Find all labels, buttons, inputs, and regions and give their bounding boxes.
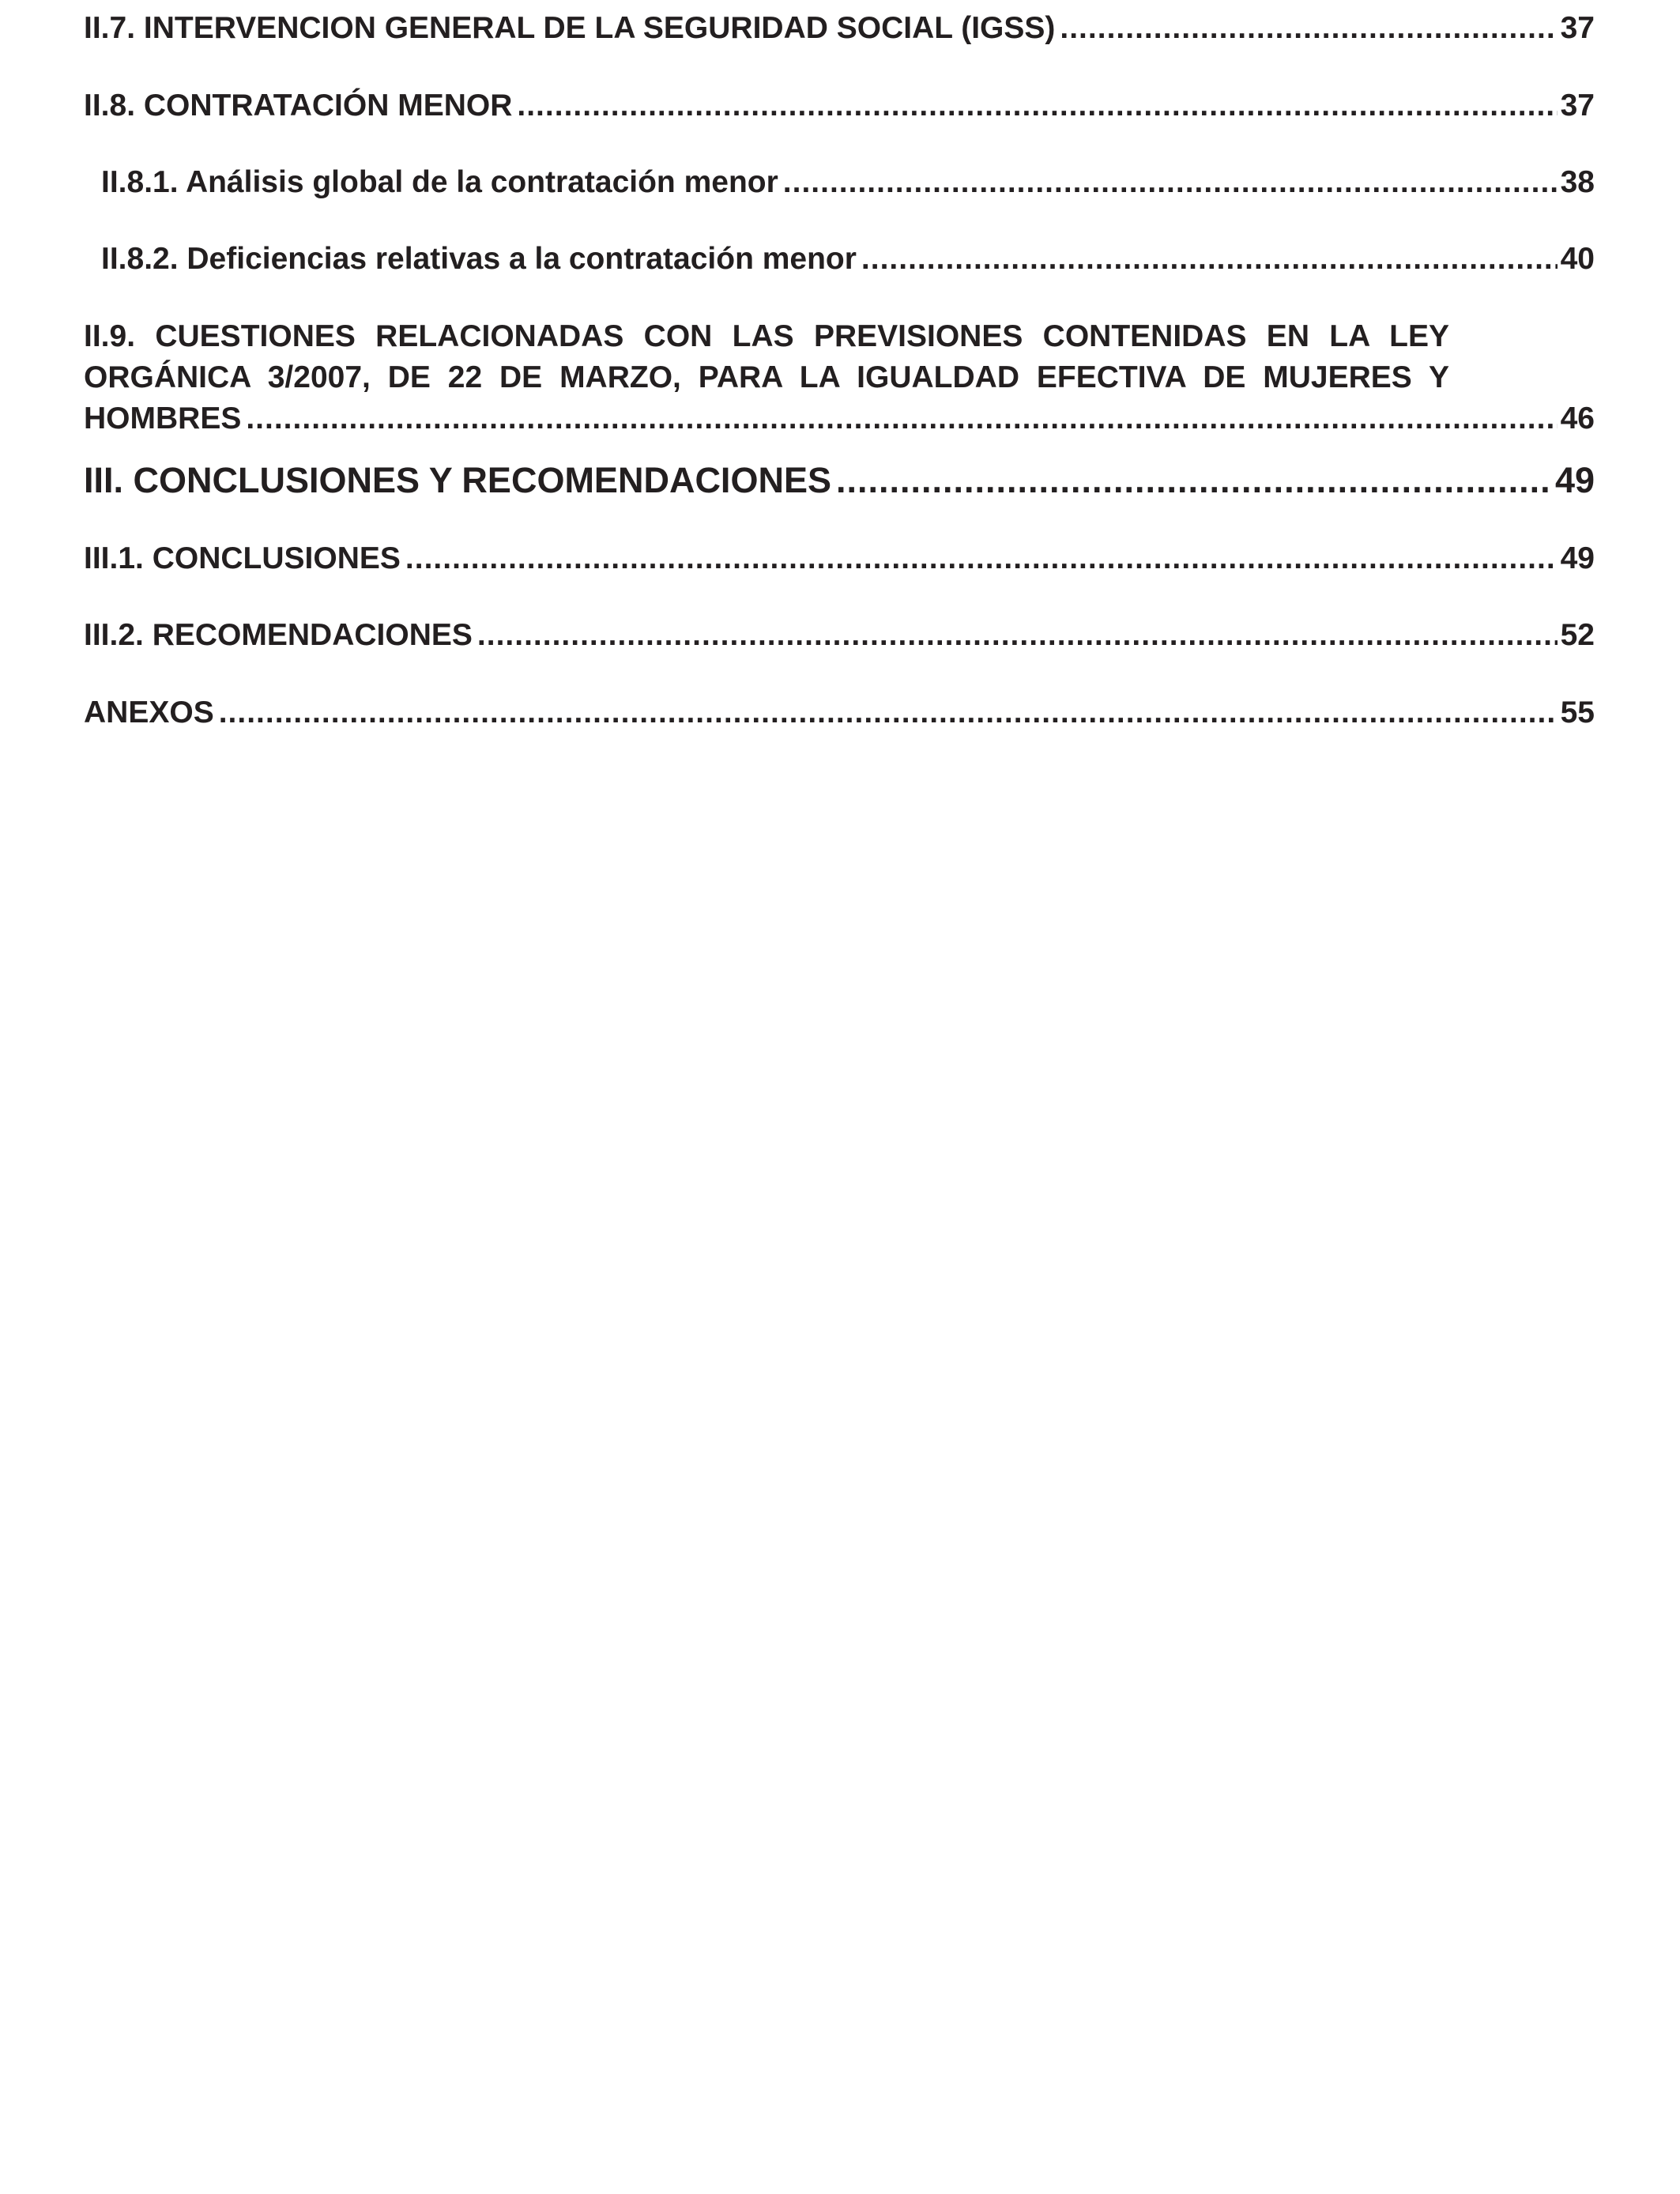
toc-entry-title: II.8.1. Análisis global de la contratación menor: [101, 165, 778, 199]
dot-leader: [219, 692, 1558, 733]
toc-entry-title-line-3: HOMBRES: [84, 401, 242, 435]
toc-entry-page: 37: [1560, 89, 1595, 123]
toc-entry-ii-7[interactable]: [84, 8, 1595, 49]
toc-entry-title: II.8. CONTRATACIÓN MENOR: [84, 89, 513, 123]
toc-entry-page: 55: [1560, 696, 1595, 729]
toc-entry-page: 40: [1560, 242, 1595, 276]
toc-entry-page: 46: [1560, 401, 1595, 435]
toc-entry-page: 37: [1560, 11, 1595, 45]
dot-leader: [1060, 8, 1557, 49]
toc-entry-ii-8[interactable]: [84, 85, 1595, 126]
dot-leader: [405, 538, 1558, 579]
toc-entry-iii[interactable]: [84, 457, 1595, 504]
dot-leader: [517, 85, 1557, 126]
dot-leader: [783, 162, 1558, 203]
toc-entry-iii-2[interactable]: [84, 615, 1595, 656]
toc-entry-page: 38: [1560, 165, 1595, 199]
dot-leader: [861, 239, 1558, 280]
toc-entry-ii-9[interactable]: [84, 316, 1595, 439]
toc-entry-title: II.8.2. Deficiencias relativas a la contratación menor: [101, 242, 857, 276]
toc-entry-title: II.7. INTERVENCION GENERAL DE LA SEGURIDAD SOCIAL (IGSS): [84, 11, 1056, 45]
toc-entry-title: III. CONCLUSIONES Y RECOMENDACIONES: [84, 460, 831, 500]
toc-entry-title-line-2: ORGÁNICA 3/2007, DE 22 DE MARZO, PARA LA IGUALDAD EFECTIVA DE MUJERES Y: [84, 360, 1449, 394]
dot-leader: [836, 457, 1552, 504]
toc-entry-ii-8-2[interactable]: [84, 239, 1595, 280]
dot-leader: [246, 398, 1557, 439]
toc-entry-title-line-1: II.9. CUESTIONES RELACIONADAS CON LAS PREVISIONES CONTENIDAS EN LA LEY: [84, 319, 1449, 353]
toc-entry-page: 49: [1554, 460, 1595, 500]
toc-entry-anexos[interactable]: [84, 692, 1595, 733]
toc-entry-page: 49: [1560, 541, 1595, 575]
dot-leader: [477, 615, 1558, 656]
toc-entry-iii-1[interactable]: [84, 538, 1595, 579]
toc-entry-page: 52: [1560, 618, 1595, 652]
toc-entry-ii-8-1[interactable]: [84, 162, 1595, 203]
toc-entry-title: ANEXOS: [84, 696, 214, 729]
toc-entry-title: III.2. RECOMENDACIONES: [84, 618, 473, 652]
toc-entry-title: III.1. CONCLUSIONES: [84, 541, 401, 575]
